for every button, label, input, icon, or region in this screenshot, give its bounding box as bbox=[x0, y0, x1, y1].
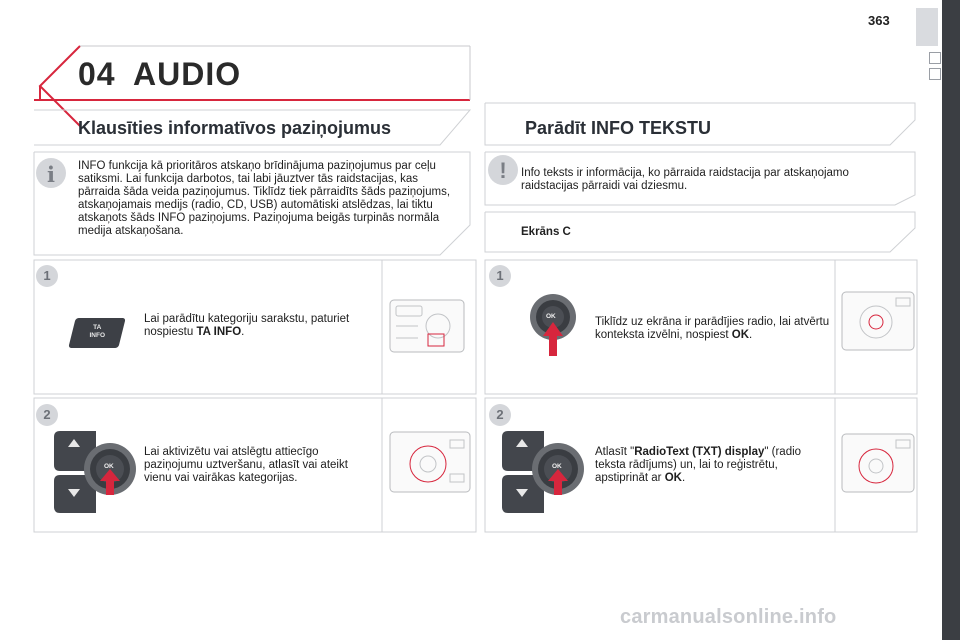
page-tab bbox=[916, 8, 938, 46]
left-info-text: INFO funkcija kā prioritāros atskaņo brīdinājuma paziņojumus par ceļu satiksmi. Lai funkcija darbotos, tai labi jāuztver tās raidstacijas, kas pārraida šāda veida paziņojumus. Tiklīdz tiek pārraidīts šāds paziņojums, atskaņojamais medijs (radio, CD, USB) automātiski atslēdzas, lai tiktu atskaņots šāds INFO paziņojums. Paziņojuma beigās turpinās normāla medija atskaņošana. bbox=[78, 160, 451, 237]
info-icon: i bbox=[36, 158, 66, 188]
left-section-title: Klausīties informatīvos paziņojumus bbox=[78, 118, 392, 138]
ok-knob-control bbox=[52, 425, 140, 517]
ok-knob-control bbox=[526, 292, 584, 360]
left-step2-text: Lai aktivizētu vai atslēgtu attiecīgo paziņojumu uztveršanu, atlasīt vai ateikt vienu vai vairākas kategorijas. bbox=[144, 446, 348, 484]
watermark: carmanualsonline.info bbox=[620, 606, 837, 628]
step-badge-1: 1 bbox=[489, 265, 511, 287]
step-badge-2: 2 bbox=[489, 404, 511, 426]
right-info-text: Info teksts ir informācija, ko pārraida raidstacija par atskaņojamo raidstacijas pārraidi vai dziesmu. bbox=[521, 167, 849, 192]
ta-info-button: TA INFO bbox=[68, 318, 125, 348]
bookmark-square bbox=[929, 68, 941, 80]
bookmark-square bbox=[929, 52, 941, 64]
warning-icon: ! bbox=[488, 155, 518, 185]
ok-label: OK bbox=[546, 313, 556, 320]
page-edge-band bbox=[942, 0, 960, 640]
radio-console bbox=[388, 430, 472, 496]
screen-label: Ekrāns C bbox=[521, 226, 571, 238]
right-section-title: Parādīt INFO TEKSTU bbox=[525, 118, 712, 138]
radio-console bbox=[840, 290, 916, 354]
chapter-number: 04 bbox=[78, 56, 116, 92]
right-step2-text: Atlasīt "RadioText (TXT) display" (radio teksta rādījums) un, lai to reģistrētu, apstiprināt ar OK. bbox=[595, 446, 802, 484]
left-step1-text: Lai parādītu kategoriju sarakstu, paturiet nospiestu TA INFO. bbox=[144, 313, 350, 338]
ok-label: OK bbox=[552, 463, 562, 470]
radio-console bbox=[388, 296, 468, 356]
ok-knob-control bbox=[500, 425, 588, 517]
chapter-title: AUDIO bbox=[133, 56, 242, 92]
step-badge-1: 1 bbox=[36, 265, 58, 287]
radio-console bbox=[840, 432, 916, 496]
step-badge-2: 2 bbox=[36, 404, 58, 426]
ok-label: OK bbox=[104, 463, 114, 470]
right-step1-text: Tiklīdz uz ekrāna ir parādījies radio, lai atvērtu konteksta izvēlni, nospiest OK. bbox=[595, 316, 830, 341]
page-number: 363 bbox=[868, 13, 890, 28]
